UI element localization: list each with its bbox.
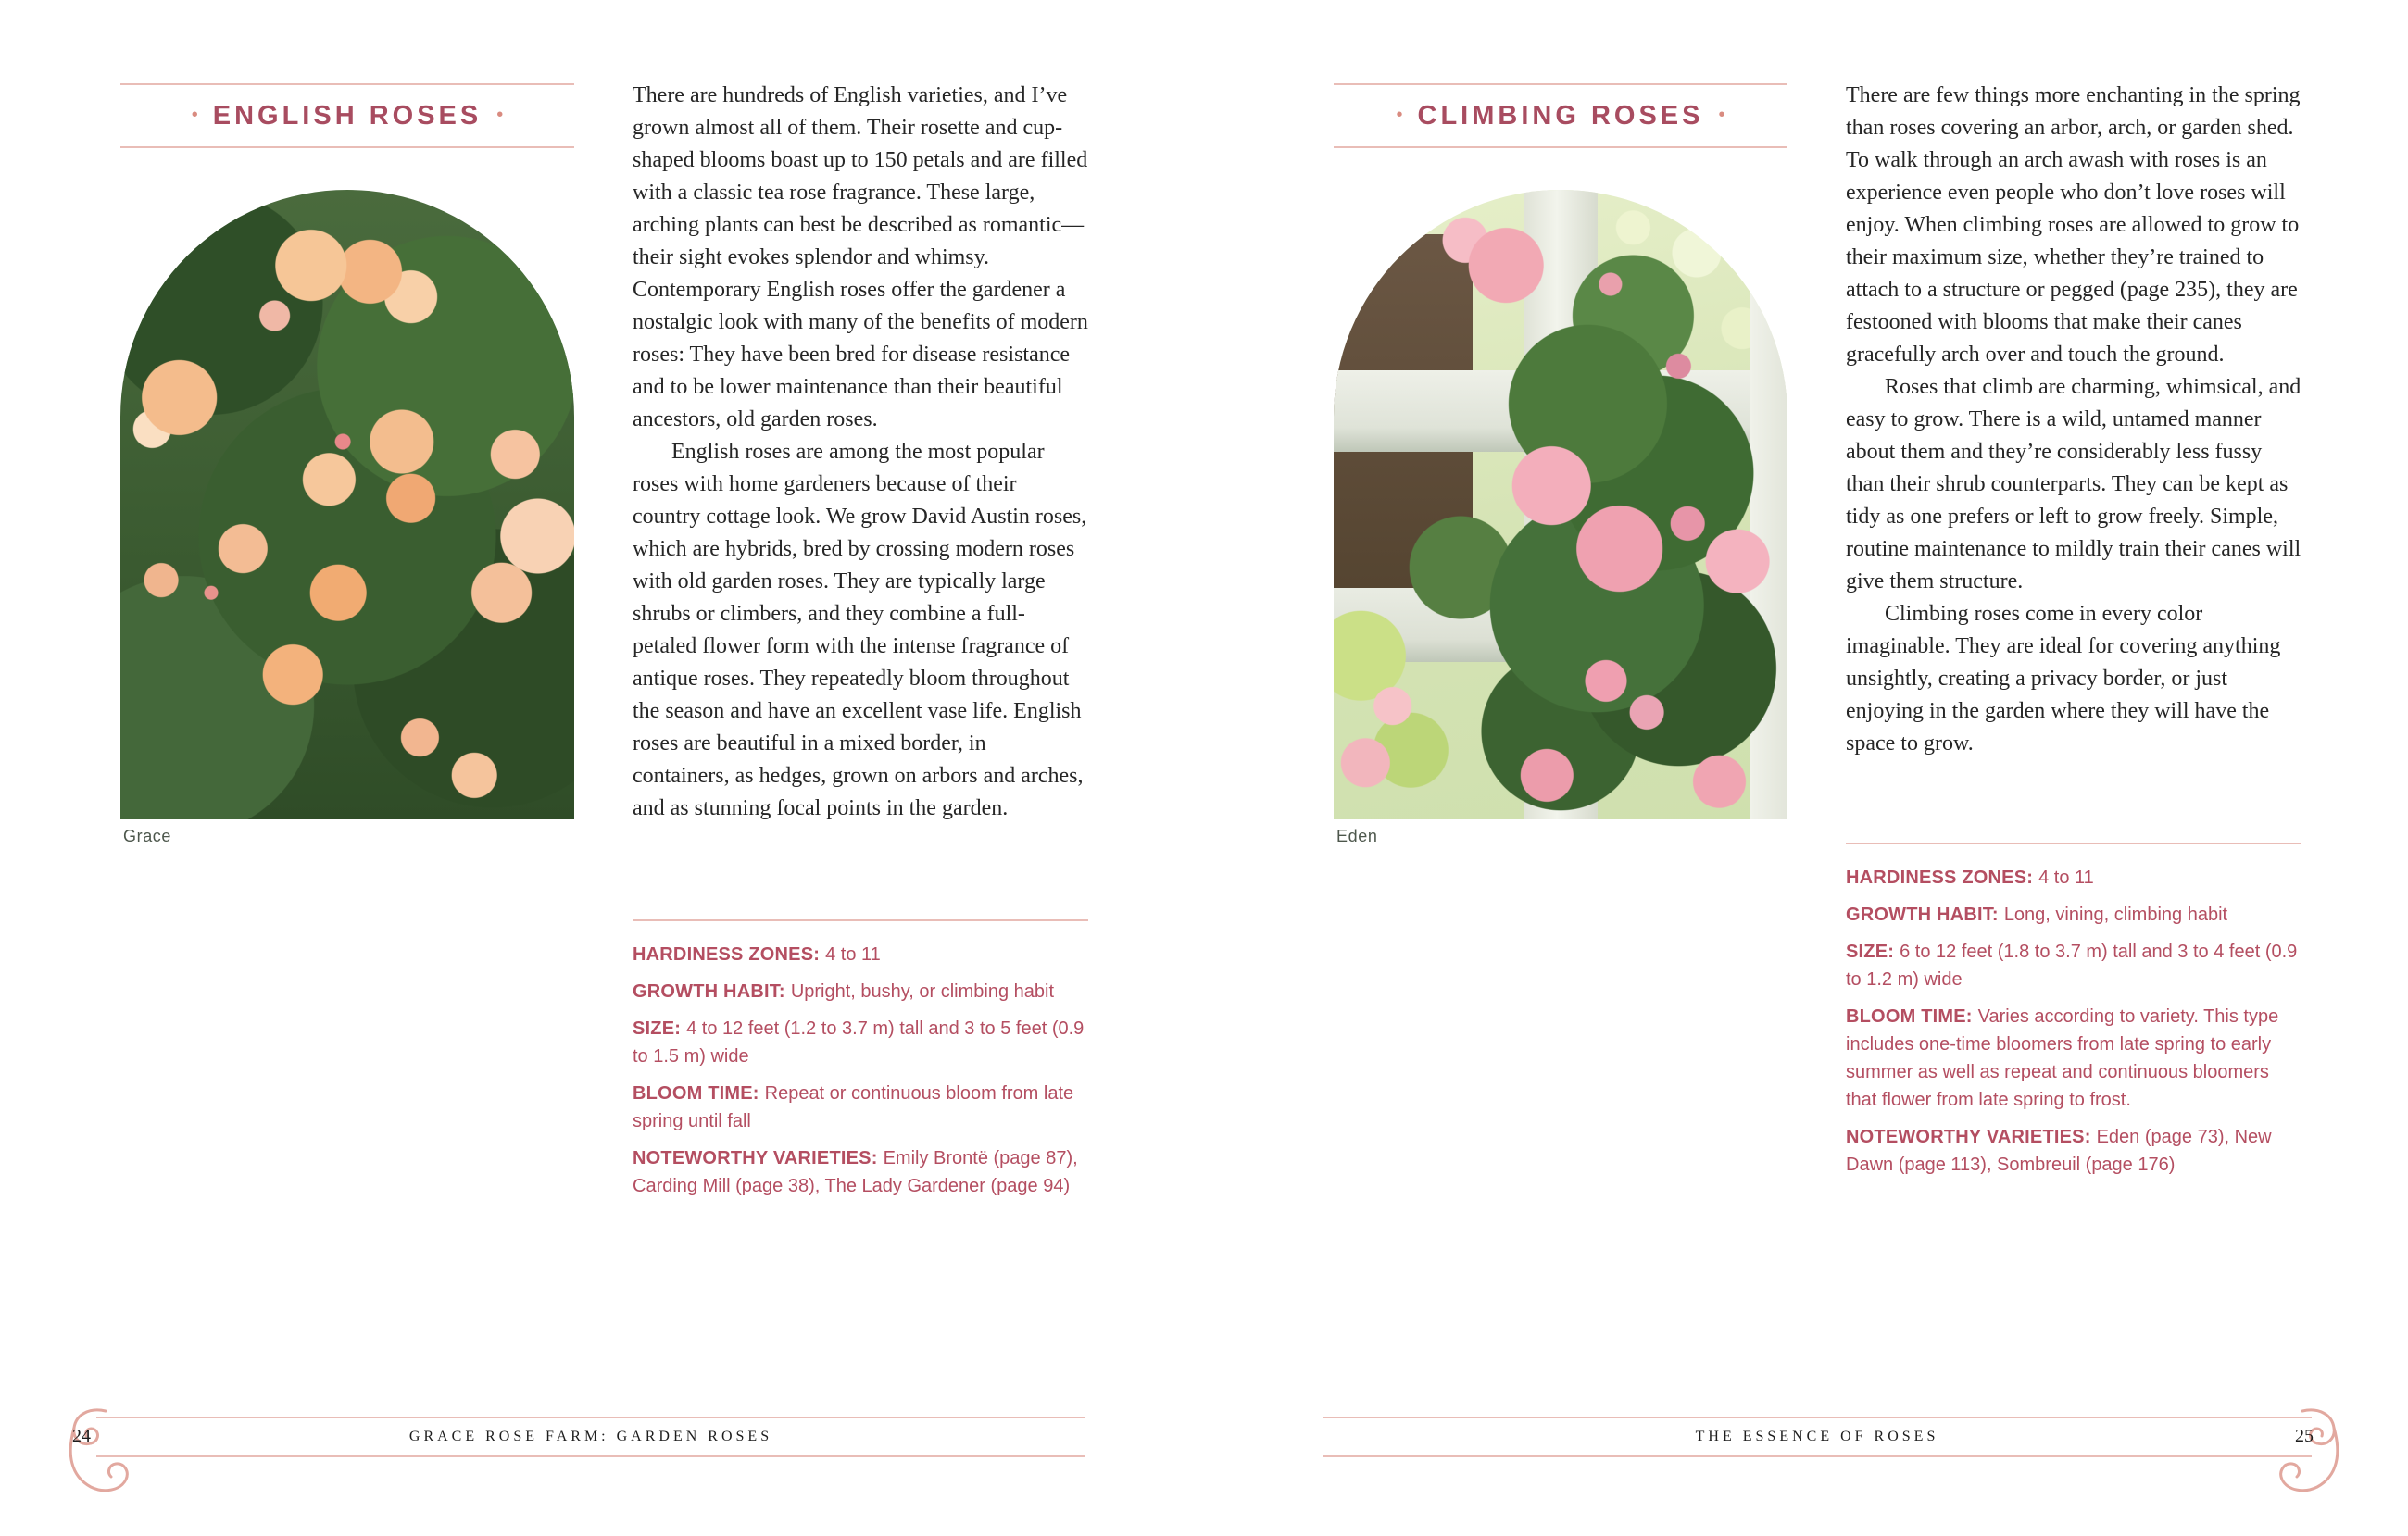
detail-growth-habit: GROWTH HABIT: Long, vining, climbing habit bbox=[1846, 905, 2228, 925]
rose-shrub-illustration bbox=[120, 190, 574, 819]
detail-growth-habit: GROWTH HABIT: Upright, bushy, or climbing habit bbox=[633, 981, 1055, 1002]
left-page-title: ENGLISH ROSES bbox=[212, 100, 483, 131]
left-body-text bbox=[633, 80, 1088, 825]
detail-bloom-time: BLOOM TIME: Varies according to variety. This type includes one-time bloomers from late spring to early summer as well as repeat and continuous bloomers that flower from late spring to frost. bbox=[1846, 1006, 2279, 1110]
left-running-title: GRACE ROSE FARM: GARDEN ROSES bbox=[408, 1429, 773, 1444]
left-photo-caption: Grace bbox=[123, 827, 172, 845]
detail-hardiness-zones: HARDINESS ZONES: 4 to 11 bbox=[1846, 868, 2094, 888]
paragraph: Climbing roses come in every color imaginable. They are ideal for covering anything unsightly, creating a privacy border, or just enjoying in the garden where they will have the space to grow. bbox=[1846, 602, 2281, 756]
climbing-roses-photo bbox=[1334, 190, 1787, 819]
left-plant-details bbox=[633, 941, 1088, 1209]
paragraph: There are hundreds of English varieties, and I’ve grown almost all of them. Their rosette and cup-shaped blooms boast up to 150 petals and are filled with a classic tea rose fragrance. These large, arching plants can best be described as romantic—their sight evokes splendor and whimsy. Contemporary English roses offer the gardener a nostalgic look with many of the benefits of modern roses: They have been bred for disease resistance and to be lower maintenance than their beautiful ancestors, old garden roses. bbox=[633, 83, 1088, 431]
climbing-rose-illustration bbox=[1334, 190, 1787, 819]
detail-noteworthy-varieties: NOTEWORTHY VARIETIES: Eden (page 73), New Dawn (page 113), Sombreuil (page 176) bbox=[1846, 1127, 2272, 1175]
right-footer bbox=[1323, 1417, 2312, 1457]
right-chapter-header bbox=[1334, 83, 1787, 148]
english-roses-photo bbox=[120, 190, 574, 819]
header-dot-icon: • bbox=[1718, 105, 1725, 125]
left-page-number: 24 bbox=[72, 1426, 91, 1446]
header-dot-icon: • bbox=[1396, 105, 1403, 125]
left-footer bbox=[96, 1417, 1085, 1457]
header-dot-icon: • bbox=[496, 105, 504, 125]
paragraph: Roses that climb are charming, whimsical, and easy to grow. There is a wild, untamed manner about them and they’re considerably less fussy than their shrub counterparts. They can be kept as tidy as one prefers or left to grow freely. Simple, routine maintenance to mildly train their canes will give them structure. bbox=[1846, 375, 2301, 593]
info-divider bbox=[1846, 843, 2301, 844]
detail-bloom-time: BLOOM TIME: Repeat or continuous bloom from late spring until fall bbox=[633, 1083, 1074, 1131]
detail-size: SIZE: 4 to 12 feet (1.2 to 3.7 m) tall and 3 to 5 feet (0.9 to 1.5 m) wide bbox=[633, 1018, 1085, 1067]
right-page-title: CLIMBING ROSES bbox=[1417, 100, 1704, 131]
right-page-number: 25 bbox=[2295, 1426, 2314, 1446]
info-divider bbox=[633, 919, 1088, 921]
right-running-title: THE ESSENCE OF ROSES bbox=[1695, 1429, 1939, 1444]
right-body-text bbox=[1846, 80, 2301, 760]
paragraph: There are few things more enchanting in the spring than roses covering an arbor, arch, or garden shed. To walk through an arch awash with roses is an experience even people who don’t love roses will enjoy. When climbing roses are allowed to grow to their maximum size, whether they’re trained to attach to a structure or pegged (page 235), they are festooned with blooms that make their canes gracefully arch over and touch the ground. bbox=[1846, 83, 2301, 367]
detail-size: SIZE: 6 to 12 feet (1.8 to 3.7 m) tall and 3 to 4 feet (0.9 to 1.2 m) wide bbox=[1846, 942, 2298, 990]
paragraph: English roses are among the most popular roses with home gardeners because of their country cottage look. We grow David Austin roses, which are hybrids, bred by crossing modern roses with old garden roses. They are typically large shrubs or climbers, and they combine a full-petaled flower form with the intense fragrance of antique roses. They repeatedly bloom throughout the season and have an excellent vase life. English roses are beautiful in a mixed border, in containers, as hedges, grown on arbors and arches, and as stunning focal points in the garden. bbox=[633, 440, 1087, 820]
right-photo-caption: Eden bbox=[1336, 827, 1378, 845]
left-chapter-header bbox=[120, 83, 574, 148]
detail-noteworthy-varieties: NOTEWORTHY VARIETIES: Emily Brontë (page 87), Carding Mill (page 38), The Lady Gardener (page 94) bbox=[633, 1148, 1078, 1196]
detail-hardiness-zones: HARDINESS ZONES: 4 to 11 bbox=[633, 944, 881, 965]
right-plant-details bbox=[1846, 864, 2301, 1188]
header-dot-icon: • bbox=[191, 105, 198, 125]
